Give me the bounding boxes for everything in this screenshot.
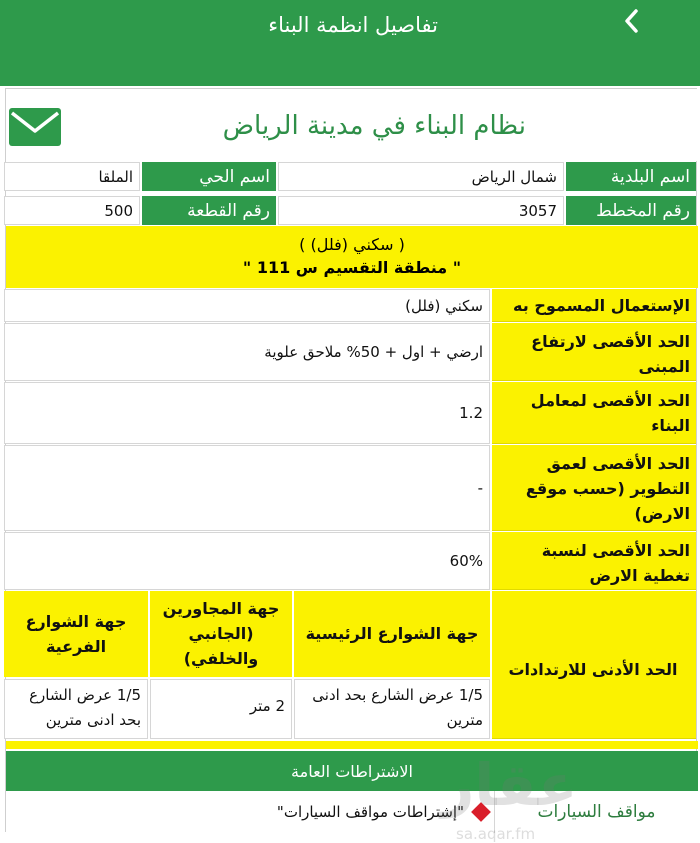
plot-value: 500 — [4, 196, 140, 225]
setback-header-side-street: جهة الشوارع الفرعية — [4, 591, 148, 677]
parking-label: مواقف السيارات — [494, 791, 698, 833]
top-app-bar — [0, 0, 700, 86]
setback-value-side-street: 1/5 عرض الشارع بحد ادنى مترين — [4, 679, 148, 739]
card-header — [6, 89, 698, 161]
regulations-card — [5, 88, 697, 843]
setback-header-main-street: جهة الشوارع الرئيسية — [294, 591, 490, 677]
parking-row[interactable] — [6, 791, 698, 833]
rule-value: 1.2 — [4, 382, 490, 444]
parking-value: "إشتراطات مواقف السيارات" — [276, 803, 464, 821]
setback-value-neighbors: 2 متر — [150, 679, 292, 739]
setbacks-label: الحد الأدنى للارتدادات — [492, 591, 696, 739]
district-label: اسم الحي — [142, 162, 276, 191]
chevron-left-icon[interactable] — [620, 8, 646, 34]
rule-value: ارضي + اول + 50% ملاحق علوية — [4, 323, 490, 381]
rule-label: الحد الأقصى لعمق التطوير (حسب موقع الارض) — [492, 445, 696, 531]
rule-label: الإستعمال المسموح به — [492, 289, 696, 322]
envelope-icon[interactable] — [8, 107, 62, 147]
rule-label: الحد الأقصى لنسبة تغطية الارض — [492, 532, 696, 590]
setback-header-neighbors: جهة المجاورين (الجانبي والخلفي) — [150, 591, 292, 677]
system-title: نظام البناء في مدينة الرياض — [222, 111, 526, 141]
zone-type: ( سكني (فلل) ) — [299, 235, 405, 254]
municipality-label: اسم البلدية — [566, 162, 696, 191]
rule-value: سكني (فلل) — [4, 289, 490, 322]
zone-code: " منطقة التقسيم س 111 " — [242, 258, 462, 277]
district-value: الملقا — [4, 162, 140, 191]
divider — [6, 741, 698, 749]
plan-value: 3057 — [278, 196, 564, 225]
page-title: تفاصيل انظمة البناء — [268, 13, 438, 37]
watermark-url: sa.aqar.fm — [456, 825, 536, 843]
zone-banner — [6, 226, 698, 288]
municipality-value: شمال الرياض — [278, 162, 564, 191]
rule-value: - — [4, 445, 490, 531]
rule-value: 60% — [4, 532, 490, 590]
plan-label: رقم المخطط — [566, 196, 696, 225]
rule-label: الحد الأقصى لارتفاع المبنى — [492, 323, 696, 381]
setback-value-main-street: 1/5 عرض الشارع بحد ادنى مترين — [294, 679, 490, 739]
watermark-logo: عقار — [441, 751, 578, 819]
general-conditions-header: الاشتراطات العامة — [6, 751, 698, 791]
plot-label: رقم القطعة — [142, 196, 276, 225]
rule-label: الحد الأقصى لمعامل البناء — [492, 382, 696, 444]
